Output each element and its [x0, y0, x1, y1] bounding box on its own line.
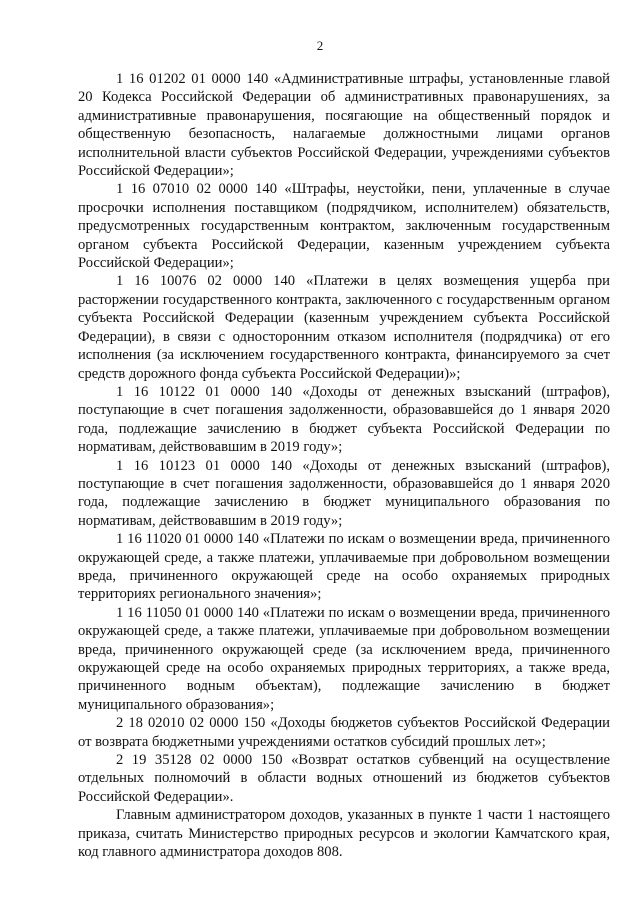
- paragraph-environment-regional: 1 16 11020 01 0000 140 «Платежи по искам о возмещении вреда, причиненного окружающей среде, а также платежи, уплачиваемые при добровольном возмещении вреда, причиненного окружающей среде на особо охраняемых природных территориях регионального значения»;: [78, 531, 610, 603]
- document-body: [78, 70, 610, 861]
- paragraph-admin-fines: 1 16 01202 01 0000 140 «Административные штрафы, установленные главой 20 Кодекса Российской Федерации об административных правонарушениях, за административные правонарушения, посягающие на общественный порядок и общественную безопасность, налагаемые должностными лицами органов исполнительной власти субъектов Российской Федерации, учреждениями субъектов Российской Федерации»;: [78, 71, 610, 180]
- paragraph-subsidy-returns: 2 18 02010 02 0000 150 «Доходы бюджетов субъектов Российской Федерации от возврата бюджетными учреждениями остатков субсидий прошлых лет»;: [78, 715, 610, 750]
- page-number: 2: [316, 38, 324, 53]
- paragraph-debt-subject-budget: 1 16 10122 01 0000 140 «Доходы от денежных взысканий (штрафов), поступающие в счет погашения задолженности, образовавшейся до 1 января 2020 года, подлежащие зачислению в бюджет субъекта Российской Федерации по нормативам, действовавшим в 2019 году»;: [78, 383, 610, 456]
- paragraph-damage-contract-termination: 1 16 10076 02 0000 140 «Платежи в целях возмещения ущерба при расторжении государственного контракта, заключенного с государственным органом субъекта Российской Федерации (казенным учреждением субъекта Российской Федерации), в связи с односторонним отказом исполнителя (подрядчика) от его исполнения (за исключением государственного контракта, финансируемого за счет средств дорожного фонда субъекта Российской Федерации)»;: [78, 273, 610, 382]
- paragraph-debt-municipal-budget: 1 16 10123 01 0000 140 «Доходы от денежных взысканий (штрафов), поступающие в счет погашения задолженности, образовавшейся до 1 января 2020 года, подлежащие зачислению в бюджет муниципального образования по нормативам, действовавшим в 2019 году»;: [78, 457, 610, 529]
- paragraph-subvention-returns: 2 19 35128 02 0000 150 «Возврат остатков субвенций на осуществление отдельных полномочий в области водных отношений из бюджетов субъектов Российской Федерации».: [78, 752, 610, 805]
- paragraph-penalties-contract: 1 16 07010 02 0000 140 «Штрафы, неустойки, пени, уплаченные в случае просрочки исполнения поставщиком (подрядчиком, исполнителем) обязательств, предусмотренных государственным контрактом, заключенным государственным органом субъекта Российской Федерации, казенным учреждением субъекта Российской Федерации»;: [78, 181, 610, 272]
- paragraph-environment-municipal: 1 16 11050 01 0000 140 «Платежи по искам о возмещении вреда, причиненного окружающей среде, а также платежи, уплачиваемые при добровольном возмещении вреда, причиненного окружающей среде (за исключением вреда, причиненного окружающей среде на особо охраняемых природных территориях, а также вреда, причиненного водным объектам), подлежащие зачислению в бюджет муниципального образования»;: [78, 604, 610, 713]
- paragraph-chief-administrator: Главным администратором доходов, указанных в пункте 1 части 1 настоящего приказа, считать Министерство природных ресурсов и экологии Камчатского края, код главного администратора доходов 808.: [78, 807, 610, 861]
